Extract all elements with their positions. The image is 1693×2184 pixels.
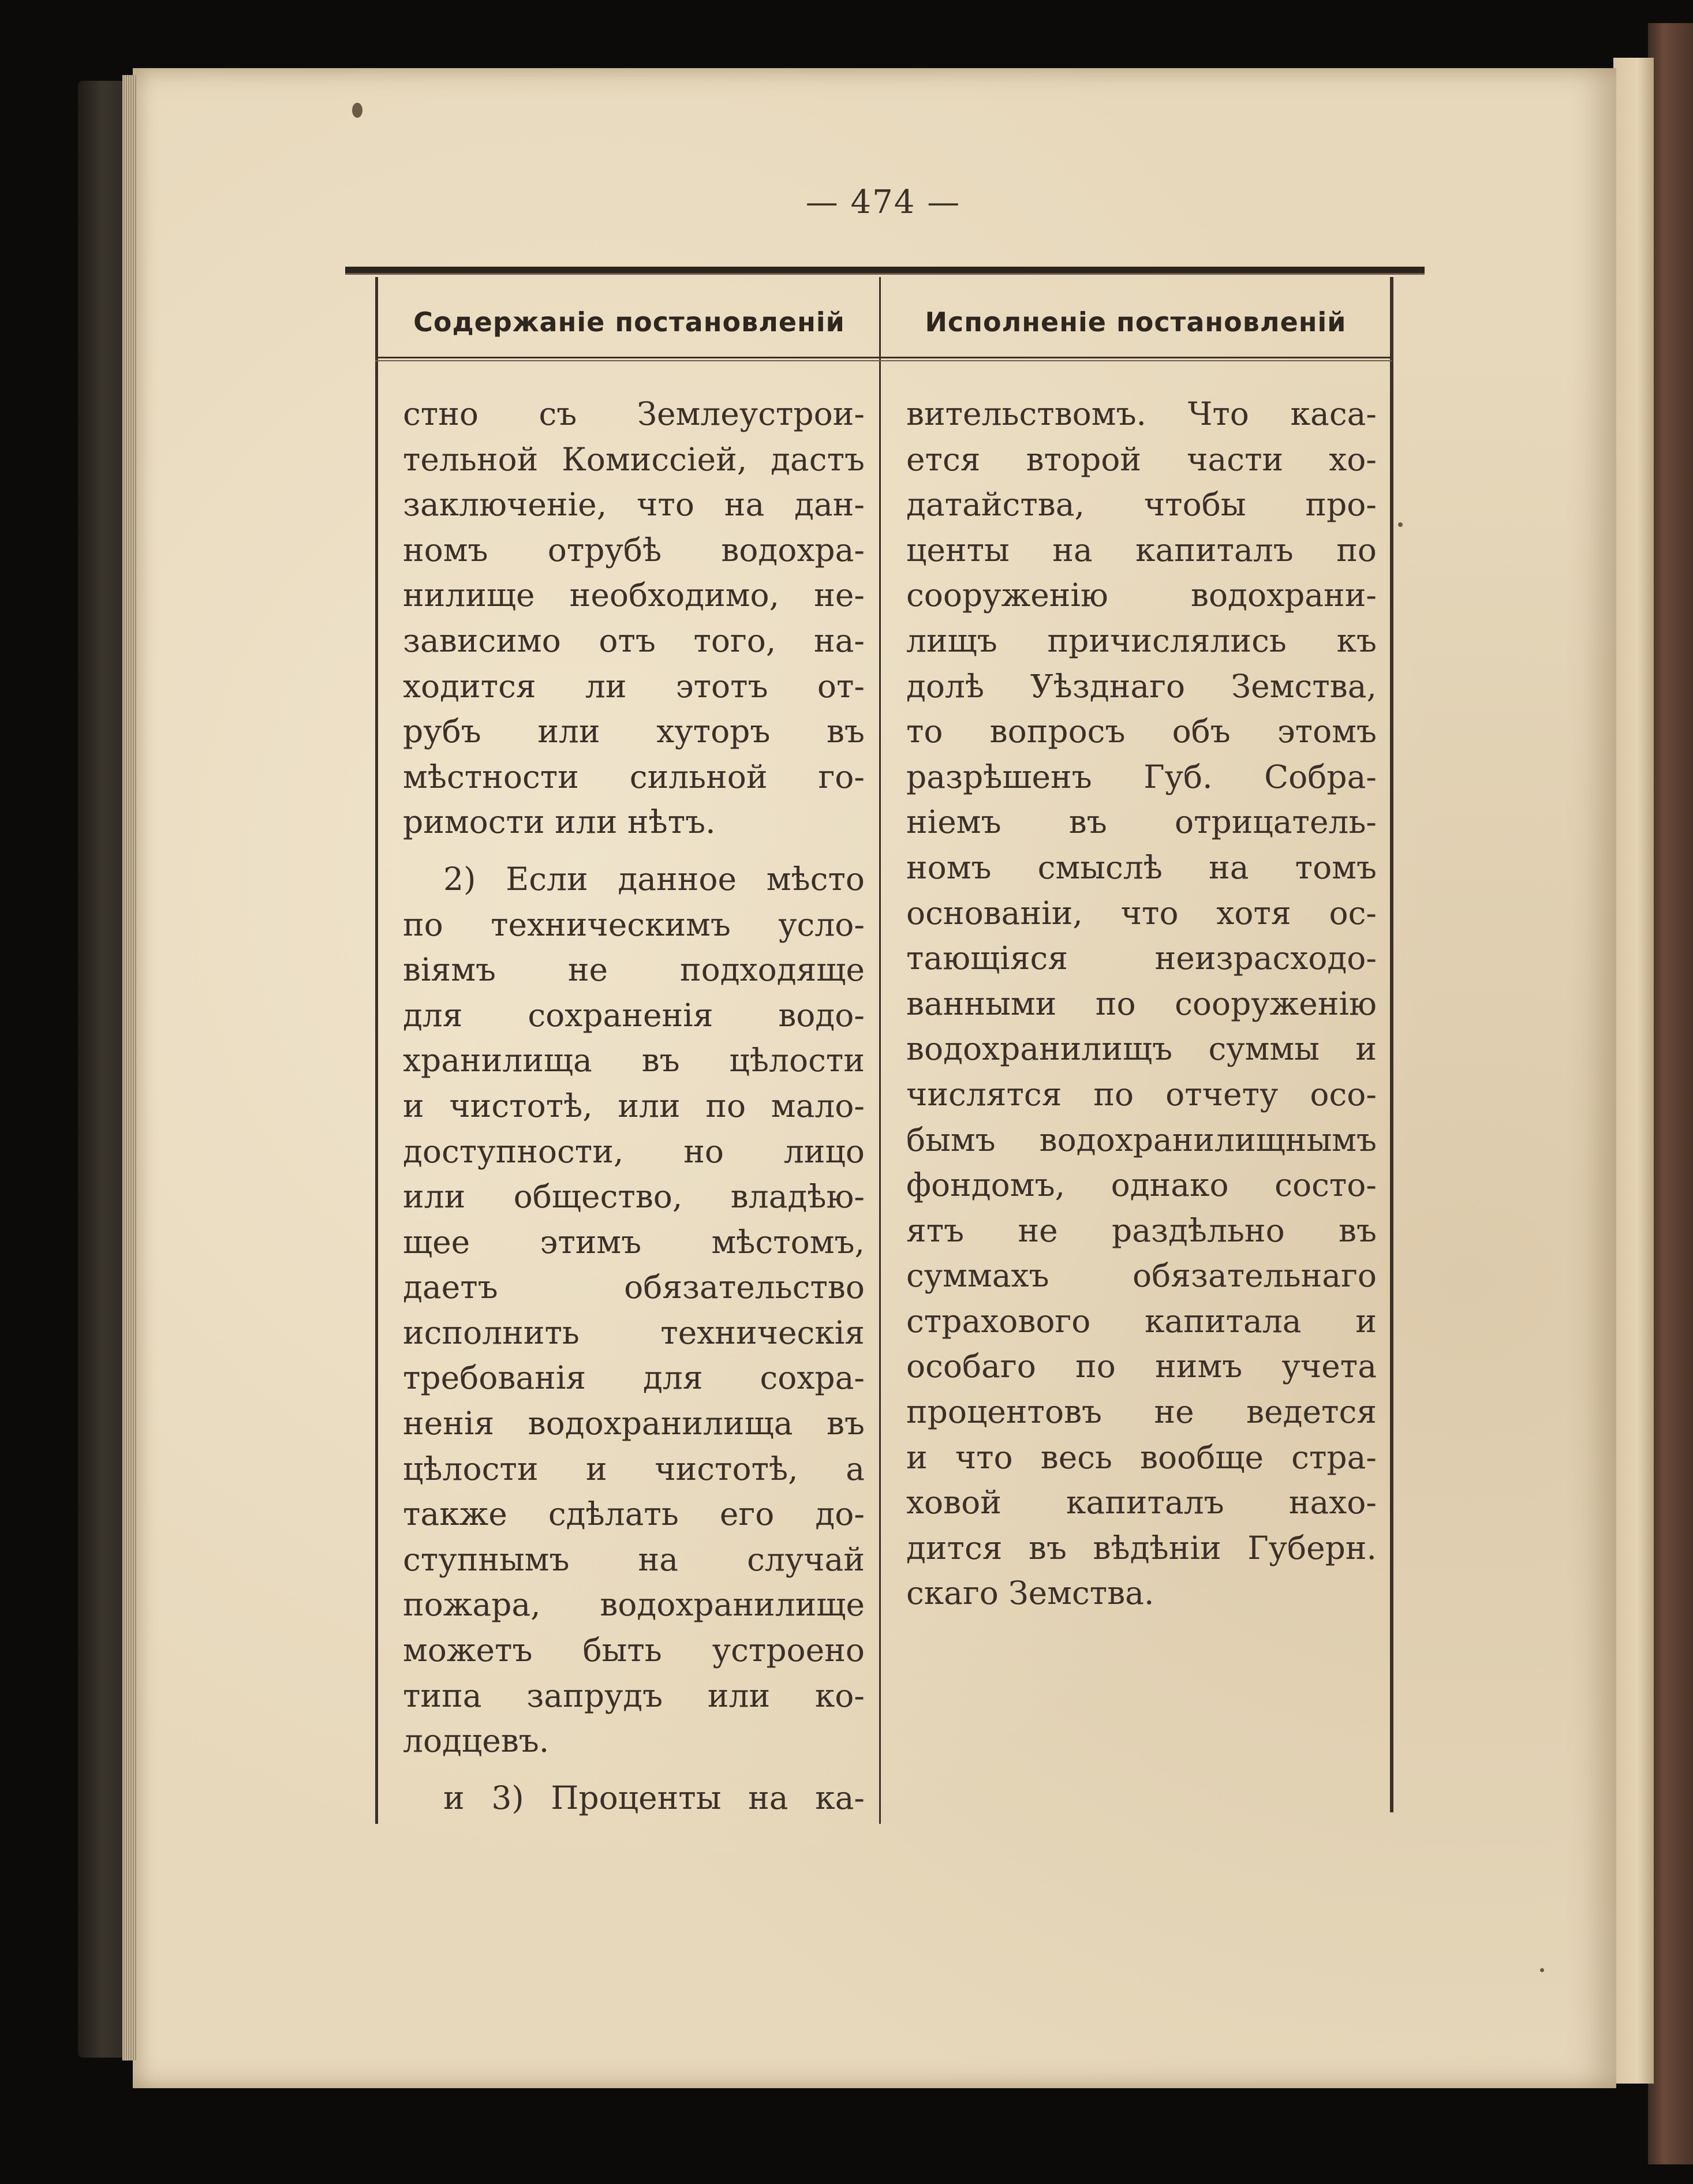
book-page xyxy=(133,68,1616,2088)
text-line: или общество, владѣю- xyxy=(403,1178,865,1216)
text-line: сооруженію водохрани- xyxy=(906,577,1377,614)
text-line: ванными по сооруженію xyxy=(906,985,1377,1022)
page-number: — 474 — xyxy=(805,184,961,221)
text-line: 2) Если данное мѣсто xyxy=(443,860,865,897)
table-right-border xyxy=(1390,277,1393,1812)
paper-speck xyxy=(1540,1968,1544,1972)
text-line: лодцевъ. xyxy=(403,1722,550,1760)
text-line: доступности, но лицо xyxy=(403,1132,865,1170)
text-line: фондомъ, однако состо- xyxy=(906,1166,1377,1204)
column-divider xyxy=(879,277,881,1824)
text-line: то вопросъ объ этомъ xyxy=(906,713,1377,750)
text-line: пожара, водохранилище xyxy=(403,1586,865,1624)
text-line: номъ смыслѣ на томъ xyxy=(906,848,1377,886)
text-line: стно съ Землеустрои- xyxy=(403,395,865,432)
text-line: скаго Земства. xyxy=(906,1575,1154,1612)
book-cover-right xyxy=(1648,23,1693,2164)
text-line: ходится ли этотъ от- xyxy=(403,667,865,705)
text-line: ятъ не раздѣльно въ xyxy=(906,1211,1377,1249)
text-line: тельной Комиссіей, дастъ xyxy=(403,440,865,478)
text-line: исполнить техническія xyxy=(403,1314,865,1351)
table-top-rule xyxy=(345,267,1425,275)
text-line: тающіяся неизрасходо- xyxy=(906,940,1377,977)
paragraph-gap xyxy=(403,845,865,857)
text-line: вительствомъ. Что каса- xyxy=(906,395,1377,432)
text-line: номъ отрубѣ водохра- xyxy=(403,531,865,569)
text-line: зависимо отъ того, на- xyxy=(403,622,865,659)
text-line: центы на капиталъ по xyxy=(906,531,1377,569)
paper-speck xyxy=(352,103,362,118)
text-line: для сохраненія водо- xyxy=(403,996,865,1034)
right-column-text xyxy=(906,391,1377,1616)
text-line: также сдѣлать его до- xyxy=(403,1495,865,1533)
text-line: віямъ не подходяще xyxy=(403,951,865,989)
text-line: бымъ водохранилищнымъ xyxy=(906,1121,1377,1158)
text-line: требованія для сохра- xyxy=(403,1359,865,1397)
text-line: цѣлости и чистотѣ, а xyxy=(403,1450,865,1487)
text-line: лищъ причислялись къ xyxy=(906,622,1377,659)
paragraph-gap xyxy=(403,1764,865,1775)
text-line: ступнымъ на случай xyxy=(403,1540,865,1578)
text-line: разрѣшенъ Губ. Собра- xyxy=(906,758,1377,795)
left-column-text xyxy=(403,391,865,1820)
text-line: римости или нѣтъ. xyxy=(403,803,716,841)
text-line: особаго по нимъ учета xyxy=(906,1348,1377,1385)
text-line: основаніи, что хотя ос- xyxy=(906,894,1377,932)
text-line: щее этимъ мѣстомъ, xyxy=(403,1223,865,1261)
text-line: можетъ быть устроено xyxy=(403,1632,865,1669)
text-line: и 3) Проценты на ка- xyxy=(443,1779,865,1816)
text-line: процентовъ не ведется xyxy=(906,1393,1377,1431)
text-line: долѣ Уѣзднаго Земства, xyxy=(906,667,1377,705)
text-line: числятся по отчету осо- xyxy=(906,1075,1377,1113)
text-line: ется второй части хо- xyxy=(906,440,1377,478)
text-line: хранилища въ цѣлости xyxy=(403,1042,865,1079)
text-line: типа запрудъ или ко- xyxy=(403,1677,865,1714)
column-header-right: Исполненіе постановленій xyxy=(925,306,1347,338)
text-line: ніемъ въ отрицатель- xyxy=(906,803,1377,841)
text-line: и чистотѣ, или по мало- xyxy=(403,1087,865,1124)
text-line: по техническимъ усло- xyxy=(403,906,865,943)
text-line: ненія водохранилища въ xyxy=(403,1405,865,1442)
text-line: мѣстности сильной го- xyxy=(403,758,865,795)
text-line: суммахъ обязательнаго xyxy=(906,1257,1377,1295)
header-bottom-rule xyxy=(375,357,1392,361)
text-line: даетъ обязательство xyxy=(403,1269,865,1306)
text-line: датайства, чтобы про- xyxy=(906,486,1377,523)
text-line: и что весь вообще стра- xyxy=(906,1438,1377,1476)
text-line: страхового капитала и xyxy=(906,1302,1377,1340)
text-line: заключеніе, что на дан- xyxy=(403,486,865,523)
next-page-edge xyxy=(1613,58,1654,2084)
text-line: ховой капиталъ нахо- xyxy=(906,1484,1377,1521)
text-line: водохранилищъ суммы и xyxy=(906,1030,1377,1068)
text-line: рубъ или хуторъ въ xyxy=(403,713,865,750)
table-left-border xyxy=(375,277,378,1824)
paper-speck xyxy=(1398,522,1403,527)
text-line: нилище необходимо, не- xyxy=(403,577,865,614)
page-stack-edge xyxy=(122,75,136,2060)
column-header-left: Содержаніе постановленій xyxy=(413,306,845,338)
text-line: дится въ вѣдѣніи Губерн. xyxy=(906,1529,1377,1566)
